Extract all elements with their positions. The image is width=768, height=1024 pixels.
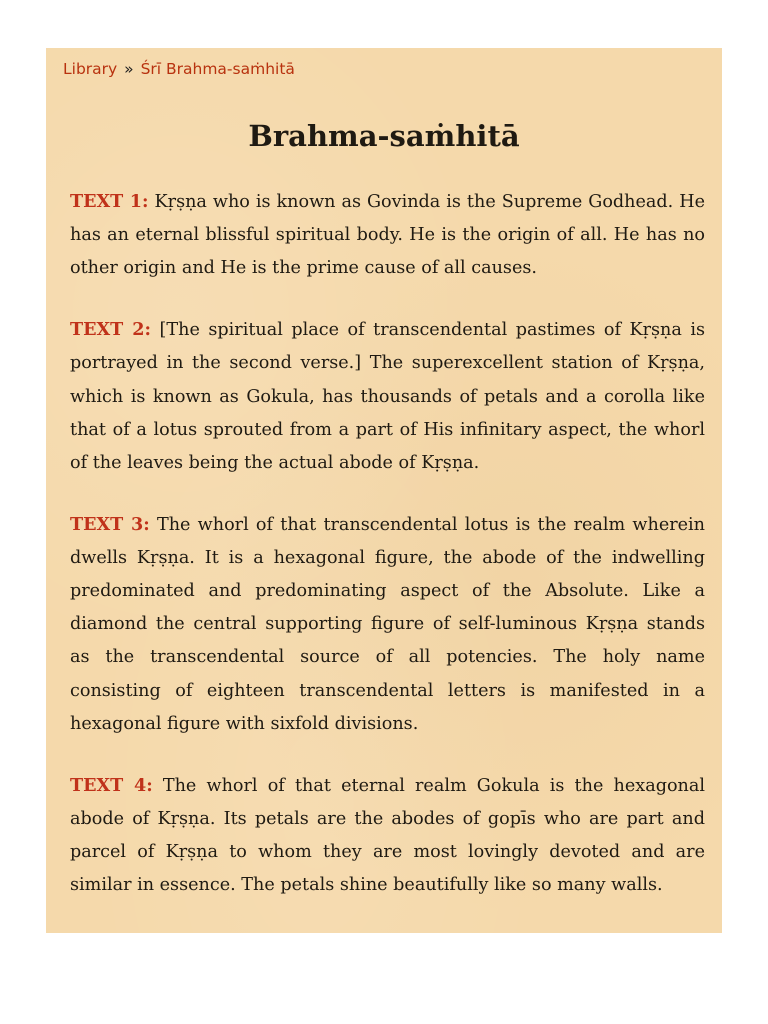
verse-text: The whorl of that eternal realm Gokula is the hexagonal abode of Kṛṣṇa. Its petals are the abodes of gopīs who are part and parcel of Kṛṣṇa to whom they are most lovingly devoted and are similar in essence. The petals shine beautifully like so many walls.: [70, 775, 705, 896]
verse-label: TEXT 1:: [70, 191, 149, 212]
breadcrumb-link-current[interactable]: Śrī Brahma-saṁhitā: [140, 60, 295, 78]
verse-2: [70, 313, 705, 480]
page-panel: [46, 48, 722, 933]
verse-4: [70, 769, 705, 903]
verse-1: [70, 185, 705, 286]
verse-label: TEXT 3:: [70, 513, 150, 535]
verse-text: [The spiritual place of transcendental pastimes of Kṛṣṇa is portrayed in the second verse.] The superexcellent station of Kṛṣṇa, which is known as Gokula, has thousands of petals and a corolla like that of a lotus sprouted from a part of His infinitary aspect, the whorl of the leaves being the actual abode of Kṛṣṇa.: [70, 320, 706, 473]
page-title: Brahma-saṁhitā: [248, 119, 520, 153]
verse-label: TEXT 2:: [70, 319, 152, 341]
verse-3: [70, 508, 705, 741]
verse-list: [70, 185, 705, 930]
breadcrumb-separator: »: [124, 60, 134, 78]
verse-text: The whorl of that transcendental lotus is the realm wherein dwells Kṛṣṇa. It is a hexagonal figure, the abode of the indwelling predominated and predominating aspect of the Absolute. Like a diamond the central supporting figure of self-luminous Kṛṣṇa stands as the transcendental source of all potencies. The holy name consisting of eighteen transcendental letters is manifested in a hexagonal figure with sixfold divisions.: [70, 514, 706, 734]
verse-label: TEXT 4:: [70, 774, 153, 796]
verse-text: Kṛṣṇa who is known as Govinda is the Supreme Godhead. He has an eternal blissful spiritual body. He is the origin of all. He has no other origin and He is the prime cause of all causes.: [70, 192, 706, 279]
breadcrumb-link-library[interactable]: Library: [63, 60, 118, 78]
breadcrumb: [63, 60, 295, 78]
